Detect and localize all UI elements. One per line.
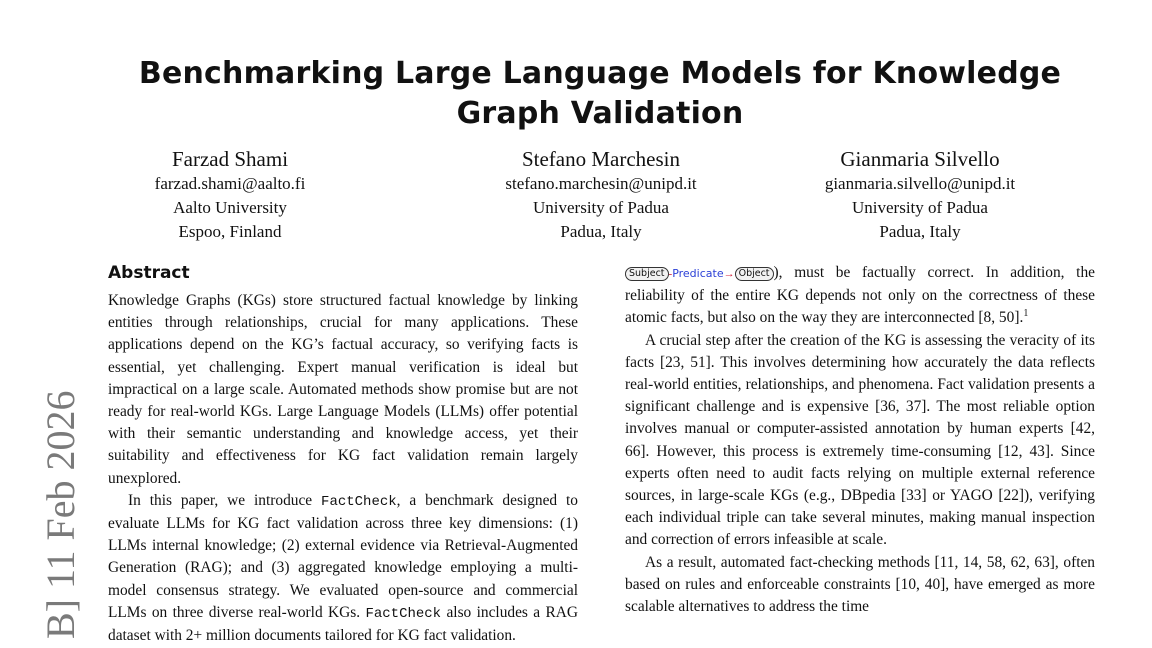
- triple-predicate: Predicate: [672, 267, 724, 280]
- arrow-icon: -: [668, 268, 673, 280]
- abstract-paragraph-1: Knowledge Graphs (KGs) store structured factual knowledge by linking entities through relationships, crucial for many applications. These applications depend on the KG’s factual accuracy, so verifying facts is essential, yet challenging. Expert manual verification is ideal but impractical on a large scale. Automated methods show promise but are not ready for real-world KGs. Large Language Models (LLMs) offer potential with their semantic understanding and knowledge access, yet their suitability and effectiveness for KG fact validation remain largely unexplored.: [108, 292, 578, 487]
- text-run: also includes a RAG dataset with 2+ million documents tailored for KG fact validation.: [108, 603, 578, 645]
- abstract-heading: Abstract: [108, 263, 190, 283]
- arxiv-stamp: [30, 390, 90, 648]
- intro-paragraph-2: A crucial step after the creation of the KG is assessing the veracity of its facts [23, 51]. This involves determining how accurately the data reflects real-world entities, relationships, and phenomena. Fact validation presents a significant challenge and is expensive [36, 37]. The most reliable option involves manual or computer-assisted annotation by human experts [42, 66]. However, this process is extremely time-consuming [12, 43]. Since experts often need to audit facts relying on multiple external reference sources, in large-scale KGs (e.g., DBpedia [33] or YAGO [22]), verifying each individual triple can take several minutes, making manual inspection and correction of errors infeasible at scale.: [625, 331, 1095, 549]
- text-run: In this paper, we introduce: [128, 491, 322, 509]
- footnote-mark: 1: [1023, 308, 1029, 320]
- paper-title: Benchmarking Large Language Models for Knowledge Graph Validation: [138, 56, 1062, 131]
- code-factcheck: FactCheck: [365, 605, 442, 622]
- author-email: stefano.marchesin@unipd.it: [505, 174, 697, 193]
- right-column: [625, 262, 1095, 618]
- abstract-paragraph-2: [108, 490, 578, 647]
- arxiv-stamp-text: B] 11 Feb 2026: [38, 390, 83, 639]
- text-run: , a benchmark designed to evaluate LLMs for KG fact validation across three key dimensions: (1) LLMs internal knowledge; (2) external evidence via Retrieval-Augmented Generation (RAG); and (3) aggregated knowledge employing a multi-model consensus strategy. We evaluated open-source and commercial LLMs on three diverse real-world KGs.: [108, 491, 579, 621]
- author-affiliation: Aalto University: [173, 198, 287, 217]
- author-email: gianmaria.silvello@unipd.it: [824, 174, 1016, 193]
- author-affiliation: University of Padua: [533, 198, 669, 217]
- author-location: Padua, Italy: [879, 222, 961, 241]
- author-affiliation: University of Padua: [852, 198, 988, 217]
- arrow-icon: →: [723, 268, 735, 280]
- author-name: Farzad Shami: [171, 147, 289, 171]
- triple-subject-pill: Subject: [625, 267, 669, 281]
- code-factcheck: FactCheck: [321, 493, 397, 510]
- author-location: Padua, Italy: [560, 222, 642, 241]
- intro-paragraph-1: [625, 262, 1095, 330]
- author-location: Espoo, Finland: [178, 222, 282, 241]
- text-run: ), must be factually correct. In addition, the reliability of the entire KG depends not only on the correctness of these atomic facts, but also on the way they are interconnected [8, 50].: [625, 264, 1095, 327]
- triple-object-pill: Object: [735, 267, 774, 281]
- author-name: Stefano Marchesin: [521, 147, 681, 171]
- intro-paragraph-3: As a result, automated fact-checking methods [11, 14, 58, 62, 63], often based on rules and enforceable constraints [10, 40], have emerged as more scalable alternatives to address the time: [625, 553, 1095, 616]
- author-block: [451, 146, 751, 244]
- author-name: Gianmaria Silvello: [840, 147, 1000, 171]
- author-email: farzad.shami@aalto.fi: [154, 174, 306, 193]
- author-block: [770, 146, 1070, 244]
- author-block: [80, 146, 380, 244]
- left-column: [108, 262, 578, 647]
